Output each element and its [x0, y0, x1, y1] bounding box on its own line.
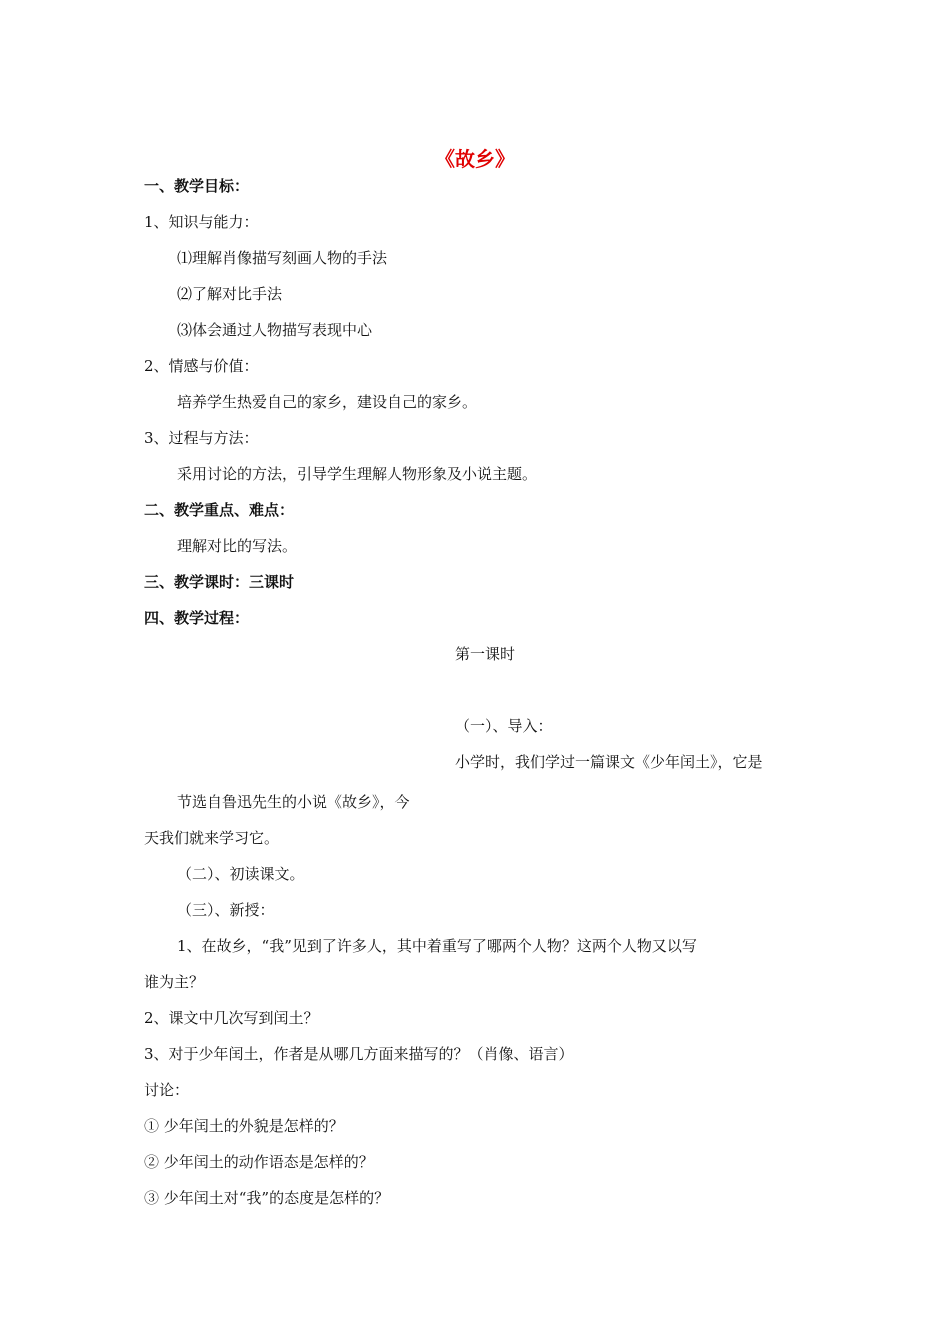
question-1-line-2: 谁为主？ [144, 973, 205, 991]
intro-text-line-1: 小学时，我们学过一篇课文《少年闰土》，它是 [455, 753, 763, 771]
part-heading-new-lesson: （三）、新授： [177, 901, 275, 919]
process-method-text: 采用讨论的方法，引导学生理解人物形象及小说主题。 [177, 465, 538, 483]
key-points-text: 理解对比的写法。 [177, 537, 298, 555]
subheading-knowledge-ability: 1、知识与能力： [144, 213, 259, 231]
discussion-item-2: ② 少年闰土的动作语态是怎样的？ [144, 1153, 374, 1171]
intro-text-line-3: 天我们就来学习它。 [144, 829, 280, 847]
question-1-line-1: 1、在故乡，“我”见到了许多人，其中着重写了哪两个人物？这两个人物又以写 [177, 937, 697, 955]
section-heading-objectives: 一、教学目标： [144, 177, 250, 195]
lesson-heading: 第一课时 [455, 645, 516, 663]
objective-item-1: ⑴理解肖像描写刻画人物的手法 [177, 249, 388, 267]
discussion-item-1: ① 少年闰土的外貌是怎样的？ [144, 1117, 344, 1135]
objective-item-3: ⑶体会通过人物描写表现中心 [177, 321, 373, 339]
emotion-value-text: 培养学生热爱自己的家乡，建设自己的家乡。 [177, 393, 478, 411]
section-heading-key-points: 二、教学重点、难点： [144, 501, 295, 519]
subheading-emotion-value: 2、情感与价值： [144, 357, 259, 375]
discussion-heading: 讨论： [144, 1081, 190, 1099]
part-heading-intro: （一）、导入： [455, 717, 553, 735]
document-title: 《故乡》 [435, 147, 515, 171]
question-3: 3、对于少年闰土，作者是从哪几方面来描写的？（肖像、语言） [144, 1045, 574, 1063]
section-heading-periods: 三、教学课时：三课时 [144, 573, 295, 591]
section-heading-process: 四、教学过程： [144, 609, 250, 627]
question-2: 2、课文中几次写到闰土？ [144, 1009, 319, 1027]
objective-item-2: ⑵了解对比手法 [177, 285, 283, 303]
subheading-process-method: 3、过程与方法： [144, 429, 259, 447]
discussion-item-3: ③ 少年闰土对“我”的态度是怎样的？ [144, 1189, 390, 1207]
intro-text-line-2: 节选自鲁迅先生的小说《故乡》，今 [177, 793, 410, 811]
part-heading-first-reading: （二）、初读课文。 [177, 865, 305, 883]
